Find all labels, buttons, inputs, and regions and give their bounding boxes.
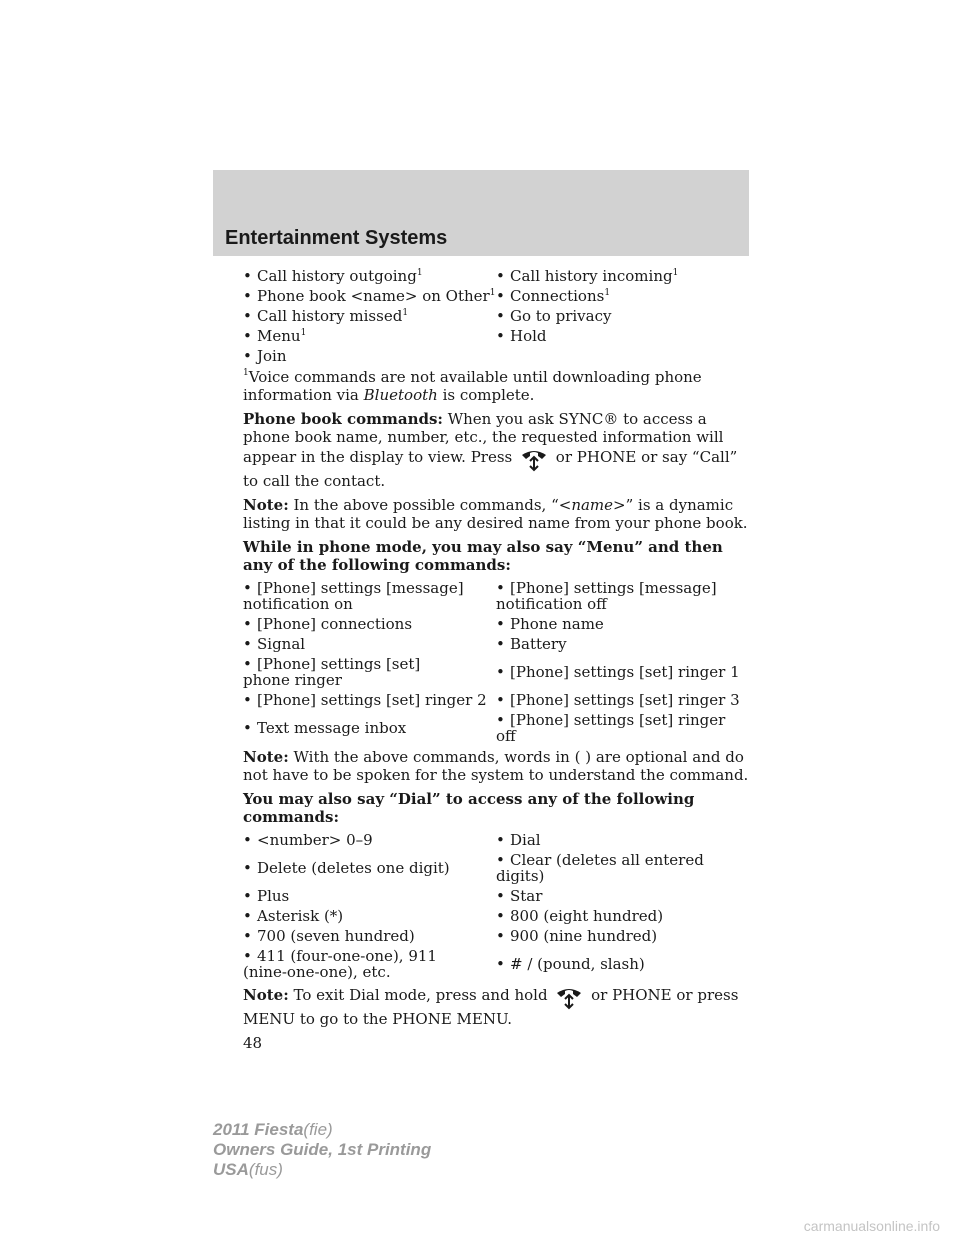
note-text: With the above commands, words in ( ) are optional and do not have to be spoken for the system to understand the command. bbox=[243, 748, 749, 784]
list-row: • Text message inbox • [Phone] settings [set] ringer off bbox=[243, 711, 726, 745]
list-item: Phone book <name> on Other bbox=[257, 287, 490, 305]
watermark: carmanualsonline.info bbox=[803, 1218, 940, 1234]
list-item: Menu bbox=[257, 327, 301, 345]
list-row: • <number> 0–9 • Dial bbox=[243, 831, 541, 849]
list-row: • Phone book <name> on Other$^1$ • Connections$^1$ bbox=[243, 287, 611, 305]
footnote-mark: 1 bbox=[300, 328, 307, 338]
list-item: Signal bbox=[257, 635, 306, 653]
list-row: • [Phone] settings [message] notification on • [Phone] settings [message] notification off bbox=[243, 579, 717, 613]
list-item: 700 (seven hundred) bbox=[257, 927, 415, 945]
print-footer bbox=[213, 1120, 431, 1180]
list-item: [Phone] settings [message] notification on bbox=[243, 579, 464, 613]
section-title: Entertainment Systems bbox=[225, 227, 448, 249]
note-text: To exit Dial mode, press and hold bbox=[288, 986, 553, 1004]
list-row: • Join bbox=[243, 347, 287, 365]
list-row: • Delete (deletes one digit) • Clear (deletes all entered digits) bbox=[243, 851, 704, 885]
footnote-mark: 1 bbox=[604, 288, 611, 298]
list-row: • Call history outgoing$^1$ • Call history incoming$^1$ bbox=[243, 267, 679, 285]
page-content bbox=[243, 268, 749, 1052]
note-lead: Note: bbox=[243, 496, 289, 514]
footnote-mark: 1 bbox=[416, 268, 423, 278]
list-row: • Menu$^1$ • Hold bbox=[243, 327, 547, 345]
footnote-mark: 1 bbox=[672, 268, 679, 278]
list-item: 800 (eight hundred) bbox=[510, 907, 664, 925]
section-header bbox=[213, 170, 749, 256]
paragraph-text-end: or PHONE or say “Call” to call the contact. bbox=[243, 448, 738, 490]
list-row: • Call history missed$^1$ • Go to privacy bbox=[243, 307, 612, 325]
footer-model-code: (fie) bbox=[303, 1120, 333, 1139]
list-item: Clear (deletes all entered digits) bbox=[496, 851, 704, 885]
page-number: 48 bbox=[243, 1034, 263, 1052]
list-item: Call history outgoing bbox=[257, 267, 417, 285]
note-lead: Note: bbox=[243, 986, 289, 1004]
footer-region-code: (fus) bbox=[248, 1160, 283, 1179]
list-item: 411 (four-one-one), 911 (nine-one-one), etc. bbox=[243, 947, 437, 981]
list-item: Join bbox=[257, 347, 287, 365]
list-row: • [Phone] settings [set] phone ringer • [Phone] settings [set] ringer 1 bbox=[243, 655, 740, 689]
note-text-end: or PHONE or press MENU to go to the PHONE MENU. bbox=[243, 986, 739, 1028]
list-item: Delete (deletes one digit) bbox=[257, 859, 450, 877]
footnote-text: Voice commands are not available until downloading phone information via bbox=[243, 368, 702, 404]
phone-icon bbox=[517, 446, 551, 472]
list-row: • Signal • Battery bbox=[243, 635, 567, 653]
list-item: Battery bbox=[510, 635, 567, 653]
list-item: [Phone] settings [set] ringer 3 bbox=[510, 691, 740, 709]
list-row: • Plus • Star bbox=[243, 887, 543, 905]
list-item: Connections bbox=[510, 287, 605, 305]
list-item: [Phone] settings [set] phone ringer bbox=[243, 655, 421, 689]
list-item: Dial bbox=[510, 831, 541, 849]
note-paragraph bbox=[243, 984, 749, 1028]
list-row: • Asterisk (*) • 800 (eight hundred) bbox=[243, 907, 664, 925]
paragraph-lead: Phone book commands: bbox=[243, 410, 443, 428]
footnote-mark: 1 bbox=[402, 308, 409, 318]
list-item: [Phone] settings [set] ringer 1 bbox=[510, 663, 740, 681]
note-paragraph bbox=[243, 748, 749, 784]
phone-mode-heading: While in phone mode, you may also say “Menu” and then any of the following commands: bbox=[243, 538, 723, 574]
footnote-text-end: is complete. bbox=[437, 386, 535, 404]
footnote bbox=[243, 368, 749, 404]
footer-printing: Owners Guide, 1st Printing bbox=[213, 1140, 432, 1159]
list-item: [Phone] connections bbox=[257, 615, 413, 633]
list-item: 900 (nine hundred) bbox=[510, 927, 658, 945]
list-row: • 411 (four-one-one), 911 (nine-one-one), etc. • # / (pound, slash) bbox=[243, 947, 645, 981]
list-item: Asterisk (*) bbox=[257, 907, 344, 925]
list-item: [Phone] settings [set] ringer 2 bbox=[257, 691, 487, 709]
note-text-end: ” is a dynamic listing in that it could be any desired name from your phone book. bbox=[243, 496, 748, 532]
list-item: Star bbox=[510, 887, 543, 905]
paragraph-text: When you ask SYNC® to access a phone book name, number, etc., the requested information will appear in the display to view. Press bbox=[243, 410, 724, 466]
list-item: Hold bbox=[510, 327, 547, 345]
list-item: Go to privacy bbox=[510, 307, 612, 325]
list-item: [Phone] settings [set] ringer off bbox=[496, 711, 726, 745]
footer-model: 2011 Fiesta bbox=[213, 1120, 304, 1139]
phone-icon bbox=[552, 984, 586, 1010]
list-item: Phone name bbox=[510, 615, 604, 633]
dial-heading: You may also say “Dial” to access any of the following commands: bbox=[243, 790, 695, 826]
note-italic: <name> bbox=[558, 496, 626, 514]
footnote-italic: Bluetooth bbox=[363, 386, 438, 404]
list-item: [Phone] settings [message] notification off bbox=[496, 579, 717, 613]
footnote-mark: 1 bbox=[243, 368, 249, 378]
note-lead: Note: bbox=[243, 748, 289, 766]
note-text: In the above possible commands, “ bbox=[288, 496, 559, 514]
list-row: • 700 (seven hundred) • 900 (nine hundred) bbox=[243, 927, 658, 945]
list-row: • [Phone] connections • Phone name bbox=[243, 615, 604, 633]
list-item: Call history incoming bbox=[510, 267, 673, 285]
list-item: Text message inbox bbox=[257, 719, 407, 737]
phone-book-paragraph bbox=[243, 410, 749, 490]
list-item: Call history missed bbox=[257, 307, 403, 325]
footnote-mark: 1 bbox=[489, 288, 496, 298]
note-paragraph bbox=[243, 496, 749, 532]
list-item: <number> 0–9 bbox=[257, 831, 373, 849]
list-item: Plus bbox=[257, 887, 290, 905]
footer-region: USA bbox=[213, 1160, 249, 1179]
list-row: • [Phone] settings [set] ringer 2 • [Phone] settings [set] ringer 3 bbox=[243, 691, 740, 709]
list-item: # / (pound, slash) bbox=[510, 955, 645, 973]
